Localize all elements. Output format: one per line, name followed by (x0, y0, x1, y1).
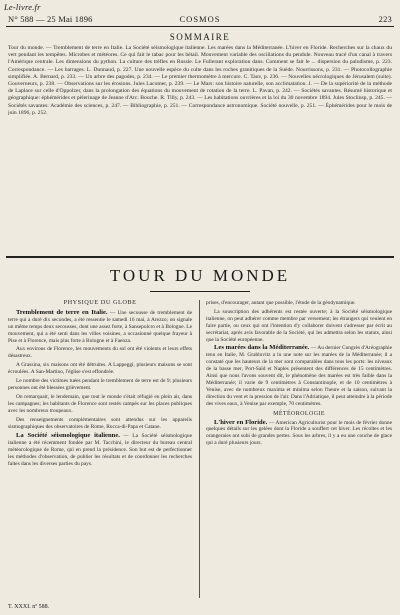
article-paragraph: prises, d'encourager, autant que possible, l'étude de la géodynamique. (206, 300, 356, 306)
article-text: — La Société séismologique italienne a été récemment fondée par M. Tacchini, le directeur du bureau central météorologique de Rome, qui en prend la présidence. Son but est de perfectionner les méthodes d'observation, de publier les résultats et de coordonner les recherches faites dans les diverses parties du pays. (8, 433, 192, 468)
article-title-tremblement: Tremblement de terre en Italie. (16, 308, 108, 316)
article-paragraph: On remarquait, le lendemain, que tout le monde s'était réfugié en plein air, dans les campagnes; les habitants de Florence sont restés campés sur les places publiques avec les nombreux troupeaux. (8, 393, 192, 414)
article-paragraph: Aux environs de Florence, les mouvements du sol ont été violents et leurs effets désastreux. (8, 346, 192, 360)
article-title-societe: La Société séismologique italienne. (16, 432, 120, 440)
right-column (206, 300, 392, 602)
left-column (8, 300, 192, 602)
article-paragraph: La souscription des adhérents est restée ouverte; à la Société séismologique italienne, on peut adhérer comme membre par versement; les étrangers qui veulent en faire partie, ou ceux qui ont l'intention d'y collaborer doivent s'adresser par écrit au secrétariat, après avis favorable de la Société, qui les admettra selon les statuts, ainsi que la Société européenne. (206, 308, 392, 343)
article-title-marees: Les marées dans la Méditerranée. (214, 344, 310, 352)
column-divider (199, 300, 200, 598)
header-rule (6, 26, 394, 27)
publisher-watermark: Le-livre.fr (4, 2, 41, 12)
article-text: — Une secousse de tremblement de terre qui a duré dix secondes, a été ressentie le samedi 16 mai, à Arezzo; on signale un même temps deux secousses, dont une assez forte, à Sansepolcro et à Bologne. Le mouvement, qui a été senti dans les villes voisines, a occasionné quelque frayeur à Pise et à Florence, mais plus forte à Bologne et à Faenza. (8, 309, 192, 344)
running-header (0, 0, 400, 24)
physique-heading: PHYSIQUE DU GLOBE (63, 300, 137, 306)
article-paragraph: Le nombre des victimes tuées pendant le tremblement de terre est de 9; plusieurs personnes ont été blessées grièvement. (8, 378, 192, 391)
volume-footer: T. XXXI. nº 588. (8, 604, 50, 610)
journal-name: COSMOS (179, 14, 221, 24)
article-text: — American Agriculturist pour le mois de février donne quelques détails sur les gelées dont la Floride a souffert cet hiver. Les récoltes et les orangeraies ont subi de grandes pertes. Sous les arbres, il y a eu une couche de glace qui a duré plusieurs jours. (206, 419, 392, 447)
summary-body: Tour du monde. — Tremblement de terre en Italie. La Société séismologique italienne. Les marées dans la Méditerranée. L'hiver en Floride. Recherches sur la chaux du vert pendant les tempêtes. Microbes et météores. Ce qui fait le tabac pour les bétail. Mouvement variable des oscillations du pendule. Nouveau tracé d'un canal à travers l'Amérique centrale. Les dimensions du python. La culture des trèfles en Russie. Le Fullerant exploration dans. Comment se fait le ... dispersion du paludisme, p. 223. Correspondance. — Les barrages. L. Dunnaud, p. 227. Une nouvelle espèce du culte dans les roches granitiques de la Suède. Nourrissons, p. 231. — Photocollographie simplifiée. A. Bernard, p. 233. — Un arbre des pagodes, p. 234. — Le premier thermomètre à mercure. C. Tauv, p. 236. — Nouvelles nécrologiques de Jérusalem (suite). Gouverneurs, p. 238. — Observations sur les érosions. Jules Lacomer, p. 239. — Le Mars: son histoire naturelle, son acclimatation. J. — De la supériorité de la méthode de Laplace sur celle d'Oppolzer, dans la prolongation des équations du mouvement de rotation de la terre. L. Pavan, p. 242. — Sociétés savantes. Résumé historique et géographique: éphémérides et pèlerinage de Jeanne d'Arc. Bouche. R. Tilly, p. 243. — Les habitations ouvrières et la loi du 30 novembre 1894. Jules Stoclinsp, p. 245. — Sociétés savantes: Académie des sciences, p. 247. — Bibliographie, p. 251. — Correspondance astronomique. Société nouvelle, p. 251. — Éphémérides pour le mois de juin 1896, p. 252. (8, 45, 392, 116)
article-text: — Au dernier Congrès d'Aréographie tenu en Italie, M. Grablovitz a lu une note sur les marées de la Méditerranée; il a constaté que les hauteurs de la mer sont comparables dans tous les ports: les niveaux de la basse mer, Port-Saïd et Naples présentent des différences de 15 centimètres. Ainsi que nous l'avons souvent dit, le phénomène des marées est très faible dans la Méditerranée; il varie de 9 centimètres à Constantinople, et de 10 centimètres à Venise, avec de nombreux maxima et minima selon l'heure et la saison, suivant la direction du vent et la pression de l'air. Dans l'Adriatique, il peut atteindre à la période des vives eaux, à Venise par exemple, 70 centimètres. (206, 345, 392, 407)
article-paragraph: A Grassina, six maisons ont été détruites. A Lappeggi, plusieurs maisons se sont écroulées. A San-Martino, l'église s'est effondrée. (8, 362, 192, 376)
summary-title: SOMMAIRE (169, 32, 231, 42)
main-title: TOUR DU MONDE (109, 266, 291, 285)
issue-number: N° 588 — 25 Mai 1896 (8, 14, 93, 24)
article-paragraph: Des renseignements complémentaires sont attendus sur les appareils sismographiques des observatoires de Rome, Rocca-di-Papa et Catane. (8, 416, 192, 430)
section-rule (6, 256, 394, 258)
page-number: 223 (378, 14, 392, 24)
title-underline (150, 291, 250, 292)
meteorologie-heading: MÉTÉOROLOGIE (273, 410, 325, 417)
article-title-hiver: L'hiver en Floride. (214, 418, 268, 426)
